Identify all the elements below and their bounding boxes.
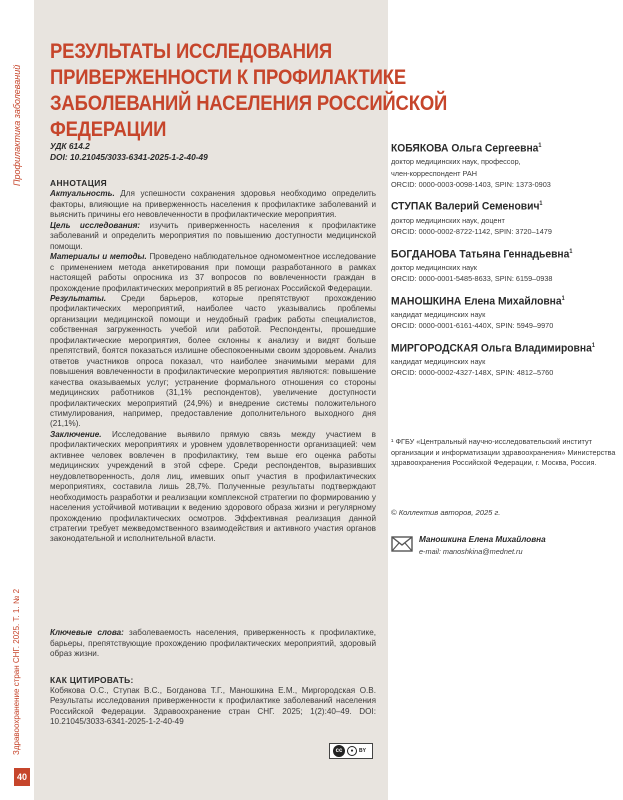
article-identifiers bbox=[50, 141, 208, 163]
by-label: BY bbox=[359, 748, 366, 754]
contact-block bbox=[391, 534, 617, 564]
author-entry bbox=[391, 140, 617, 190]
affiliation-marker: 1 bbox=[591, 342, 595, 349]
author-info-line: доктор медицинских наук, доцент bbox=[391, 215, 505, 225]
author-name-text: КОБЯКОВА Ольга Сергеевна bbox=[391, 142, 539, 155]
author-info-line: кандидат медицинских наук bbox=[391, 356, 486, 366]
abstract-heading: АННОТАЦИЯ bbox=[50, 178, 108, 188]
keywords-label: Ключевые слова: bbox=[50, 628, 124, 637]
article-title: РЕЗУЛЬТАТЫ ИССЛЕДОВАНИЯ ПРИВЕРЖЕННОСТИ К ПРОФИЛАКТИКЕ ЗАБОЛЕВАНИЙ НАСЕЛЕНИЯ РОССИЙСКОЙ ФЕДЕРАЦИИ bbox=[50, 39, 448, 141]
goal-label: Цель исследования: bbox=[50, 220, 141, 230]
conclusion-text: Исследование выявило прямую связь между участием в профилактических мероприятиях и уровнем удовлетворенности организацией: чем активнее человек вовлечен в профилактику, тем выше его оценка работы медицинских учреждений в этой сфере. Среди респондентов, выразивших неудовлетворенность, доля лиц, имевших опыт участия в профилактических мероприятиях, составила лишь 28,7%. Полученные результаты подтверждают необходимость разработки и реализации комплексной стратегии по формированию у населения устойчивой мотивации к ведению здорового образа жизни и регулярному прохождению профилактических осмотров. Эффективная реализация данной стратегии требует межведомственного взаимодействия и активного участия органов законодательной и исполнительной власти. bbox=[50, 429, 376, 544]
keywords bbox=[50, 628, 376, 660]
sidebar bbox=[0, 0, 34, 800]
author-info-line: член-корреспондент РАН bbox=[391, 168, 478, 178]
author-entry bbox=[391, 198, 617, 237]
affiliation: ¹ ФГБУ «Центральный научно-исследовательский институт организации и информатизации здравоохранения» Министерства здравоохранения Российской Федерации, г. Москва, Россия. bbox=[391, 437, 616, 467]
author-name bbox=[391, 140, 599, 156]
abstract bbox=[50, 178, 376, 545]
author-name-text: БОГДАНОВА Татьяна Геннадьевна bbox=[391, 248, 570, 261]
relevance-label: Актуальность. bbox=[50, 189, 115, 199]
author-name bbox=[391, 198, 599, 214]
author-info-line: кандидат медицинских наук bbox=[391, 309, 486, 319]
affiliation-marker: 1 bbox=[538, 143, 542, 149]
author-info-line: доктор медицинских наук bbox=[391, 262, 477, 272]
udk-code: УДК 614.2 bbox=[50, 141, 90, 151]
citation bbox=[50, 675, 376, 728]
envelope-icon bbox=[391, 536, 413, 552]
affiliation-marker: 1 bbox=[539, 201, 543, 208]
author-name-text: СТУПАК Валерий Семенович bbox=[391, 201, 540, 214]
cc-license-badge bbox=[329, 743, 373, 759]
abstract-relevance bbox=[50, 189, 376, 220]
cc-icon: cc bbox=[333, 745, 345, 757]
contact-email[interactable]: e-mail: manoshkina@mednet.ru bbox=[419, 547, 523, 556]
results-text: Среди барьеров, которые препятствуют прохождению профилактических мероприятий, наиболее часто указывались проблемы организации медицинской помощи и неудобный график работы специалистов, собственная загруженность учебой или работой. Респонденты, прошедшие профилактические мероприятия, более склонны к анализу и видят больше препятствий, боятся показаться излишне обеспокоенными своим здоровьем. Анализ ответов участников опроса показал, что наиболее значимыми мерами для повышения вовлеченности в профилактические мероприятия являются: повышение качества оказываемых услуг; устранение формального отношения со стороны медицинских работников (31,1% респондентов), увеличение доступности профилактических мероприятий (24,9%) и внедрение системы положительного стимулирования, например, предоставление дополнительного выходного дня (21,1%). bbox=[50, 293, 376, 429]
doi-code: DOI: 10.21045/3033-6341-2025-1-2-40-49 bbox=[50, 152, 208, 162]
author-info-line: доктор медицинских наук, профессор, bbox=[391, 157, 521, 167]
author-info-line: ORCID: 0000-0001-5485-8633, SPIN: 6159–0938 bbox=[391, 274, 553, 284]
author-info-line: ORCID: 0000-0003-0098-1403, SPIN: 1373-0903 bbox=[391, 180, 551, 190]
author-info-line: ORCID: 0000-0001-6161-440X, SPIN: 5949–9970 bbox=[391, 321, 554, 331]
author-name bbox=[391, 340, 599, 356]
section-label: Профилактика заболеваний bbox=[12, 64, 22, 186]
author-name bbox=[391, 293, 599, 309]
affiliation-marker: 1 bbox=[561, 295, 565, 302]
copyright: © Коллектив авторов, 2025 г. bbox=[391, 508, 501, 517]
results-label: Результаты. bbox=[50, 293, 107, 303]
abstract-goal bbox=[50, 221, 376, 252]
author-info-line: ORCID: 0000-0002-8722-1142, SPIN: 3720–1479 bbox=[391, 227, 552, 237]
author-name bbox=[391, 246, 599, 262]
author-info-line: ORCID: 0000-0002-4327-148X, SPIN: 4812–5760 bbox=[391, 368, 554, 378]
author-entry bbox=[391, 340, 617, 379]
authors-list bbox=[391, 140, 617, 387]
methods-label: Материалы и методы. bbox=[50, 252, 147, 262]
citation-text: Кобякова О.С., Ступак В.С., Богданова Т.Г., Маношкина Е.М., Миргородская О.В. Результаты исследования приверженности к профилактике заболеваний населения Российской Федерации. Здравоохранение стран СНГ. 2025; 1(2):40–49. DOI: 10.21045/3033-6341-2025-1-2-40-49 bbox=[50, 685, 376, 727]
journal-label: Здравоохранение стран СНГ. 2025. Т. 1. № 2 bbox=[12, 588, 21, 755]
citation-heading: КАК ЦИТИРОВАТЬ: bbox=[50, 675, 134, 685]
page-number: 40 bbox=[14, 768, 30, 786]
author-entry bbox=[391, 293, 617, 332]
keywords-text: заболеваемость населения, приверженность к профилактике, барьеры, препятствующие прохождению профилактических мероприятий, здоровый образ жизни. bbox=[50, 628, 376, 659]
abstract-conclusion bbox=[50, 430, 376, 545]
abstract-methods bbox=[50, 252, 376, 294]
contact-name: Маношкина Елена Михайловна bbox=[419, 535, 546, 544]
goal-text: изучить приверженность населения к профилактике заболеваний и определить мероприятия по повышению доступности медицинской помощи. bbox=[50, 220, 376, 251]
author-name-text: МАНОШКИНА Елена Михайловна bbox=[391, 295, 562, 308]
affiliation-marker: 1 bbox=[569, 248, 573, 255]
attribution-icon: ● bbox=[347, 746, 357, 756]
conclusion-label: Заключение. bbox=[50, 429, 102, 439]
methods-text: Проведено наблюдательное одномоментное исследование с применением метода анкетирования при помощи разработанного в рамках настоящей работы опросника из 37 вопросов по вовлеченности граждан в прохождение профилактических мероприятий в 85 регионах Российской Федерации. bbox=[50, 252, 377, 293]
author-name-text: МИРГОРОДСКАЯ Ольга Владимировна bbox=[391, 342, 592, 355]
relevance-text: Для успешности сохранения здоровья необходимо определить факторы, влияющие на приверженность населения к профилактике заболеваний и выяснить причины его невовлеченности в профилактические мероприятия. bbox=[50, 189, 376, 220]
author-entry bbox=[391, 246, 617, 285]
abstract-results bbox=[50, 294, 376, 430]
